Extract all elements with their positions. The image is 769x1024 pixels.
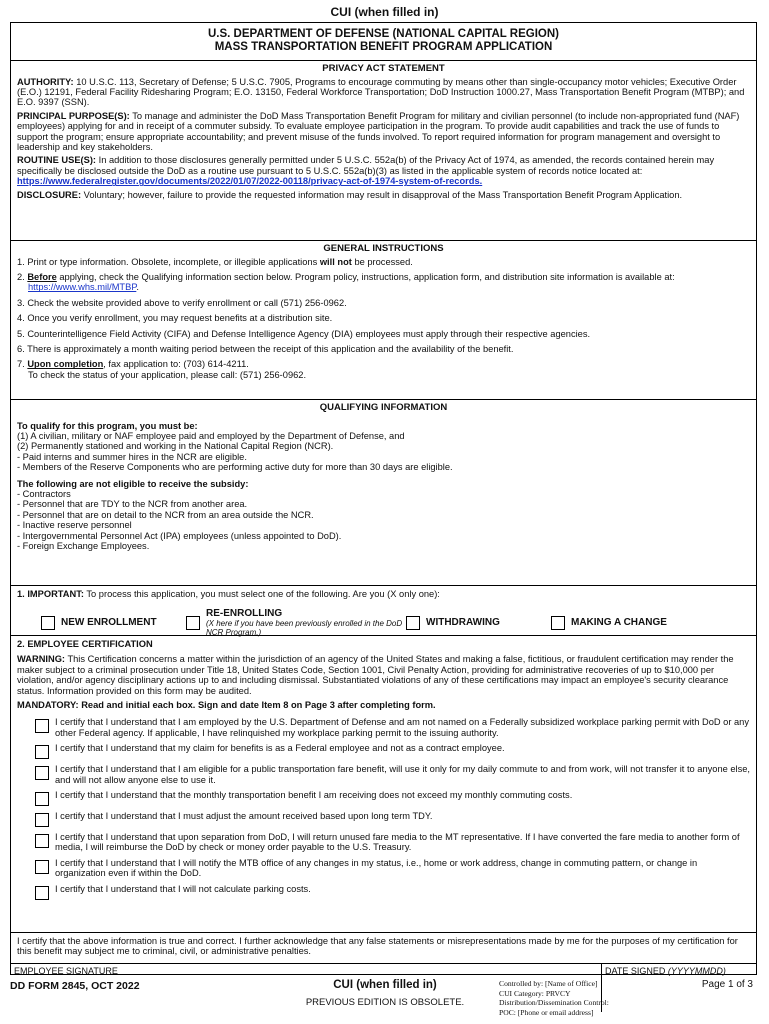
routine-use-paragraph: ROUTINE USE(S): In addition to those disclosures generally permitted under 5 U.S.C. 552a(b) of the Privacy Act of 1974, as amended, the records contained herein may specifically be disclosed outside the DoD as a routine use pursuant to 5 U.S.C. 552a(b)(3) as listed in the applicable system of records notice located at: https://www.federalregister.gov/documents/2022/01/07/2022-00118/privacy-act-of-1974-system-of-records. xyxy=(17,155,715,187)
disclosure-paragraph: DISCLOSURE: Voluntary; however, failure to provide the requested information may result in disapproval of the Mass Transportation Benefit Program Application. xyxy=(17,189,683,200)
initial-box[interactable] xyxy=(35,834,49,848)
date-signed-field[interactable]: DATE SIGNED (YYYYMMDD) xyxy=(605,966,726,976)
initial-box[interactable] xyxy=(35,792,49,806)
not-eligible-item: - Inactive reserve personnel xyxy=(17,520,132,531)
must-item: (2) Permanently stationed and working in the National Capital Region (NCR). xyxy=(17,441,334,452)
previous-edition-note: PREVIOUS EDITION IS OBSOLETE. xyxy=(305,997,465,1008)
initial-box[interactable] xyxy=(35,813,49,827)
option-withdrawing[interactable]: WITHDRAWING xyxy=(406,616,551,630)
initial-box[interactable] xyxy=(35,766,49,780)
not-eligible-item: - Personnel that are on detail to the NCR from an area outside the NCR. xyxy=(17,509,314,520)
option-new-enrollment[interactable]: NEW ENROLLMENT xyxy=(41,616,186,630)
privacy-heading: PRIVACY ACT STATEMENT xyxy=(322,63,445,74)
instruction-2: 2. Before applying, check the Qualifying information section below. Program policy, instructions, application form, and distribution site information is available at: https://www.whs.mil/MTBP. xyxy=(17,272,675,293)
certification-item: I certify that I understand that I must adjust the amount received based upon long term TDY. xyxy=(17,811,750,827)
general-instructions-section xyxy=(11,244,756,400)
not-eligible-item: - Foreign Exchange Employees. xyxy=(17,541,150,552)
enrollment-options xyxy=(17,602,750,641)
employee-signature-field[interactable]: EMPLOYEE SIGNATURE xyxy=(11,964,602,1012)
authority-paragraph: AUTHORITY: 10 U.S.C. 113, Secretary of Defense; 5 U.S.C. 7905, Programs to encourage commuting by means other than single-occupancy motor vehicles; Executive Order (E.O.) 12191, Federal Facility Ridesharing Program; E.O. 13150, Federal Workforce Transportation; DoD Instruction 1000.27, Mass Transportation Benefit Program (MTBP); and E.O. 9397 (SSN). xyxy=(17,76,745,108)
form-title xyxy=(11,23,756,61)
instruction-1: 1. Print or type information. Obsolete, incomplete, or illegible applications will not be processed. xyxy=(17,256,413,267)
must-item: - Paid interns and summer hires in the NCR are eligible. xyxy=(17,451,247,462)
instruction-5: 5. Counterintelligence Field Activity (CIFA) and Defense Intelligence Agency (DIA) employees must apply through their respective agencies. xyxy=(17,328,591,339)
certification-item: I certify that I understand that I am eligible for a public transportation fare benefit, will use it only for my daily commute to and from work, will not transfer it to anyone else, and will not allow anyone else to use it. xyxy=(17,764,750,785)
re-enrolling-checkbox[interactable] xyxy=(186,616,200,630)
not-eligible-heading: The following are not eligible to receive the subsidy: xyxy=(17,478,249,489)
qualifying-heading: QUALIFYING INFORMATION xyxy=(319,402,448,413)
initial-box[interactable] xyxy=(35,886,49,900)
certification-item: I certify that I understand that I will notify the MTB office of any changes in my status, i.e., home or work address, change in commuting pattern, or change in organization even if within the DoD. xyxy=(17,858,750,879)
initial-box[interactable] xyxy=(35,745,49,759)
must-heading: To qualify for this program, you must be: xyxy=(17,420,198,431)
cui-designation-block: Controlled by: [Name of Office] CUI Category: PRVCY Distribution/Dissemination Control: POC: [Phone or email address] xyxy=(499,979,609,1017)
must-item: - Members of the Reserve Components who are performing active duty for more than 30 days are eligible. xyxy=(17,462,453,473)
must-item: (1) A civilian, military or NAF employee paid and employed by the Department of Defense, and xyxy=(17,431,405,442)
instruction-6: 6. There is approximately a month waiting period between the receipt of this application and the availability of the benefit. xyxy=(17,344,514,355)
initial-box[interactable] xyxy=(35,719,49,733)
cui-marking-bottom: CUI (when filled in) xyxy=(333,979,437,991)
not-eligible-item: - Intergovernmental Personnel Act (IPA) employees (unless appointed to DoD). xyxy=(17,530,342,541)
title-line-2: MASS TRANSPORTATION BENEFIT PROGRAM APPLICATION xyxy=(214,41,553,53)
instruction-7: 7. Upon completion, fax application to: (703) 614-4211. To check the status of your application, please call: (571) 256-0962. xyxy=(17,359,307,380)
enrollment-type-section xyxy=(11,589,756,636)
final-certification: I certify that the above information is true and correct. I further acknowledge that any false statements or misrepresentations made by me for the purposes of my certification for this benefit may subject me to criminal, civil, or administrative penalties. xyxy=(11,933,756,964)
cui-marking-top: CUI (when filled in) xyxy=(330,5,439,19)
federal-register-link[interactable]: https://www.federalregister.gov/documents/2022/01/07/2022-00118/privacy-act-of-1974-system-of-records. xyxy=(17,176,483,187)
not-eligible-item: - Contractors xyxy=(17,489,71,500)
mtbp-link[interactable]: https://www.whs.mil/MTBP xyxy=(28,282,137,293)
not-eligible-item: - Personnel that are TDY to the NCR from another area. xyxy=(17,499,248,510)
privacy-act-section xyxy=(11,64,756,241)
form-number: DD FORM 2845, OCT 2022 xyxy=(10,980,140,992)
instruction-4: 4. Once you verify enrollment, you may request benefits at a distribution site. xyxy=(17,313,333,324)
certification-heading: 2. EMPLOYEE CERTIFICATION xyxy=(17,639,153,649)
important-text: 1. IMPORTANT: To process this application, you must select one of the following. Are you (X only one): xyxy=(17,589,440,599)
option-re-enrolling[interactable]: RE-ENROLLING (X here if you have been previously enrolled in the DoD NCR Program.) xyxy=(186,608,406,637)
certification-item: I certify that I understand that upon separation from DoD, I will return unused fare media to the MT representative. If I have converted the fare media to another form of media, I will reimburse the DoD by check or money order payable to the U.S. Treasury. xyxy=(17,832,750,853)
mandatory-instruction: MANDATORY: Read and initial each box. Sign and date Item 8 on Page 3 after completing form. xyxy=(17,700,436,711)
withdrawing-checkbox[interactable] xyxy=(406,616,420,630)
general-heading: GENERAL INSTRUCTIONS xyxy=(323,243,444,254)
initial-box[interactable] xyxy=(35,860,49,874)
option-making-change[interactable]: MAKING A CHANGE xyxy=(551,616,667,630)
form-footer xyxy=(10,979,757,1019)
new-enrollment-checkbox[interactable] xyxy=(41,616,55,630)
employee-certification-section xyxy=(11,639,756,933)
purpose-paragraph: PRINCIPAL PURPOSE(S): To manage and administer the DoD Mass Transportation Benefit Program for military and civilian personnel (to include non-appropriated fund (NAF) employees) applying for and in receipt of a commuter subsidy. To evaluate employee participation in the program. To provide audit capabilities and track the use of funds to support the program; ensure appropriate accountability; and prevent misuse of the funds involved. To report required information for program management and oversight to leadership and key stakeholders. xyxy=(17,110,740,153)
making-change-checkbox[interactable] xyxy=(551,616,565,630)
title-line-1: U.S. DEPARTMENT OF DEFENSE (NATIONAL CAPITAL REGION) xyxy=(208,28,559,40)
certification-item: I certify that I understand that I am employed by the U.S. Department of Defense and am not named on a Federally subsidized workplace parking permit with DoD or any other Federal agency. If applicable, I have relinquished my workplace parking permit to the issuing authority. xyxy=(17,717,750,738)
form-body xyxy=(10,22,757,975)
page-number: Page 1 of 3 xyxy=(701,979,753,990)
certification-item: I certify that I understand that the monthly transportation benefit I am receiving does not exceed my monthly commuting costs. xyxy=(17,790,750,806)
qualifying-section xyxy=(11,403,756,586)
certification-item: I certify that I understand that my claim for benefits is as a Federal employee and not as a contract employee. xyxy=(17,743,750,759)
certification-item: I certify that I understand that I will not calculate parking costs. xyxy=(17,884,750,900)
warning-paragraph: WARNING: This Certification concerns a matter within the jurisdiction of an agency of the United States and making a false, fictitious, or fraudulent certification may render the maker subject to a criminal prosecution under Title 18, United States Code, Section 1001, Civil Penalty Action, providing for administrative recoveries of up to $10,000 per violation, and/or agency disciplinary actions up to and including dismissal. Substantiated violations of any of these certifications may impact an employee's security clearance status. Information provided on this form may be audited. xyxy=(17,654,734,696)
instruction-3: 3. Check the website provided above to verify enrollment or call (571) 256-0962. xyxy=(17,297,347,308)
